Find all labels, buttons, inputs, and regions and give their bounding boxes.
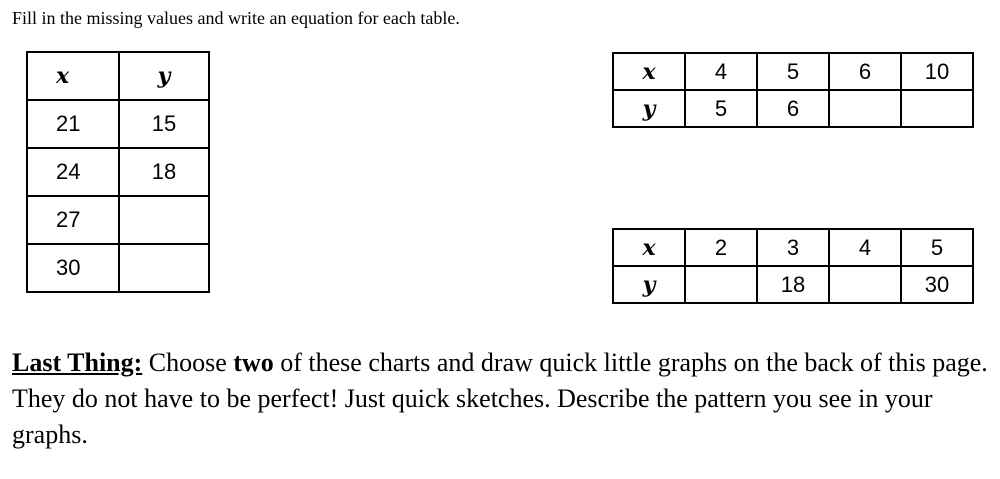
y-cell: 6 xyxy=(757,90,829,127)
x-cell: 2 xyxy=(685,229,757,266)
x-label: x xyxy=(613,229,685,266)
x-header: x xyxy=(27,52,119,100)
table-3 xyxy=(612,228,974,304)
table-row xyxy=(613,266,973,303)
table-row xyxy=(27,196,209,244)
x-cell: 30 xyxy=(27,244,119,292)
x-cell: 10 xyxy=(901,53,973,90)
x-cell: 21 xyxy=(27,100,119,148)
closing-paragraph xyxy=(12,345,992,453)
x-cell: 5 xyxy=(757,53,829,90)
y-cell: 30 xyxy=(901,266,973,303)
y-cell: 15 xyxy=(119,100,209,148)
closing-text: Choose xyxy=(142,348,234,377)
closing-lead: Last Thing: xyxy=(12,348,143,377)
table-1 xyxy=(26,51,210,293)
x-cell: 5 xyxy=(901,229,973,266)
y-header: y xyxy=(119,52,209,100)
table-row xyxy=(613,229,973,266)
x-cell: 4 xyxy=(685,53,757,90)
x-label: x xyxy=(613,53,685,90)
instructions: Fill in the missing values and write an equation for each table. xyxy=(12,8,460,28)
table-row xyxy=(27,244,209,292)
x-cell: 3 xyxy=(757,229,829,266)
y-cell xyxy=(119,244,209,292)
x-cell: 4 xyxy=(829,229,901,266)
y-cell xyxy=(829,90,901,127)
y-cell: 5 xyxy=(685,90,757,127)
closing-text: of these charts and draw quick little graphs on the back of this page. They do not have to be perfect! Just quick sketches. Describe the pattern you see in your graphs. xyxy=(12,348,988,449)
y-cell xyxy=(901,90,973,127)
y-label: y xyxy=(613,90,685,127)
y-cell: 18 xyxy=(119,148,209,196)
y-cell xyxy=(119,196,209,244)
table-row xyxy=(27,148,209,196)
table-row xyxy=(27,100,209,148)
y-label: y xyxy=(613,266,685,303)
closing-emphasis: two xyxy=(233,348,274,377)
table-2 xyxy=(612,52,974,128)
y-cell xyxy=(829,266,901,303)
y-cell: 18 xyxy=(757,266,829,303)
x-cell: 24 xyxy=(27,148,119,196)
table-row xyxy=(613,53,973,90)
table-row xyxy=(27,52,209,100)
x-cell: 6 xyxy=(829,53,901,90)
y-cell xyxy=(685,266,757,303)
table-row xyxy=(613,90,973,127)
x-cell: 27 xyxy=(27,196,119,244)
